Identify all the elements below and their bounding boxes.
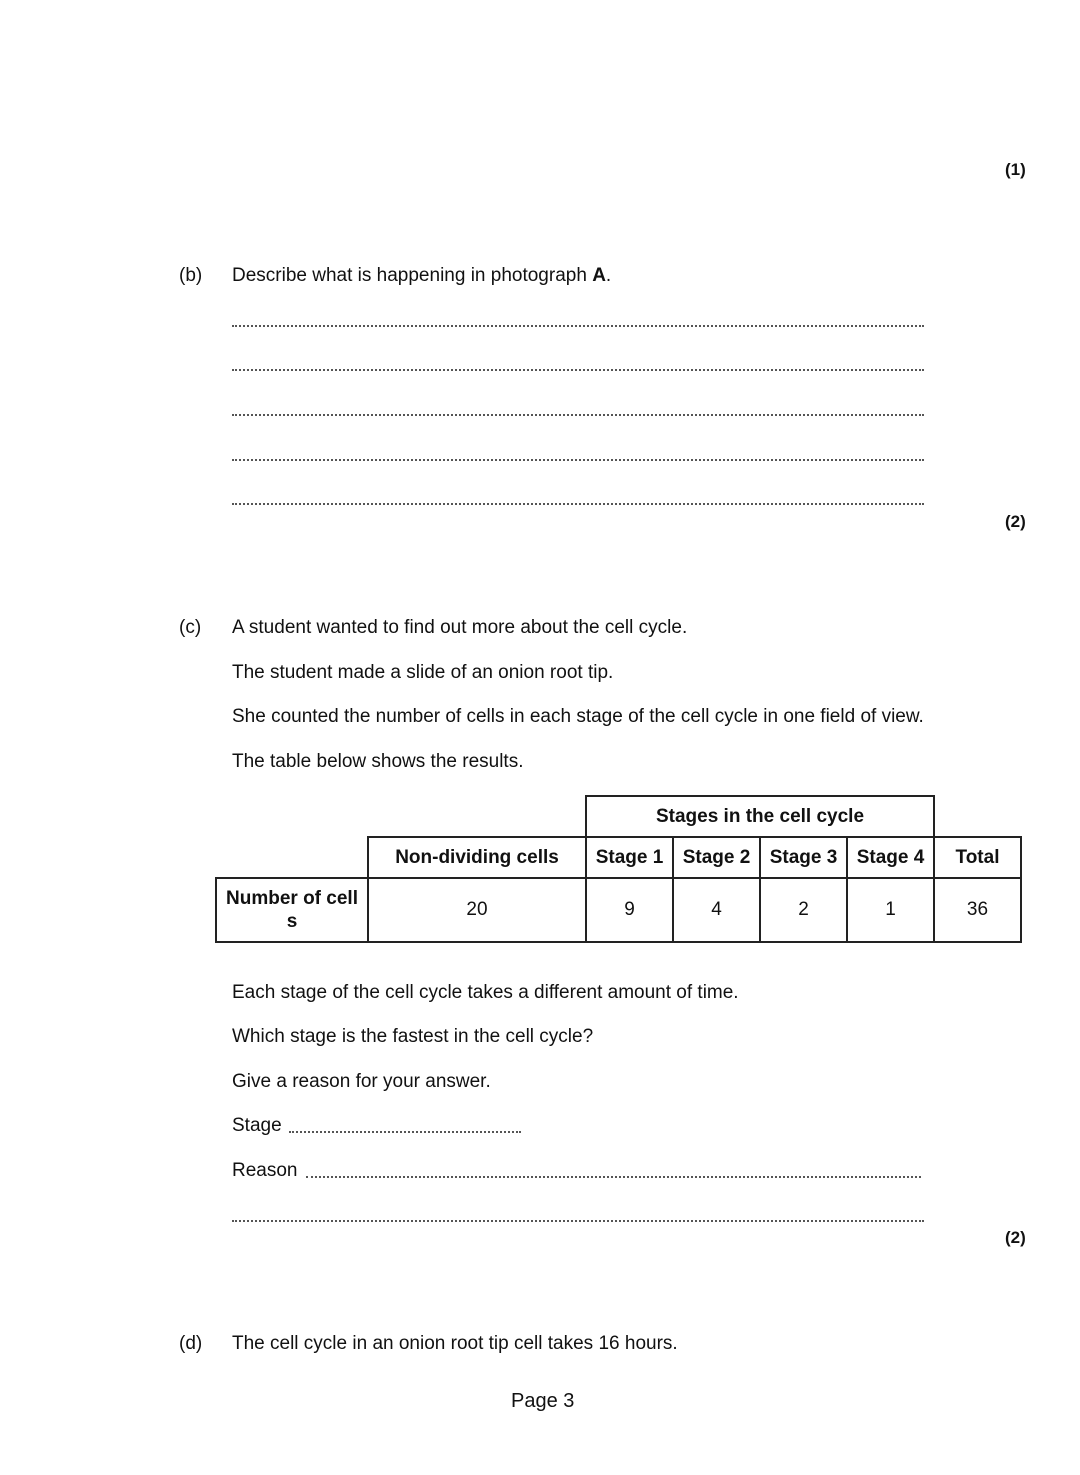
answer-line-b4[interactable] (232, 459, 924, 461)
marks-part-b: (2) (1005, 512, 1026, 531)
stage-answer-line[interactable] (289, 1131, 521, 1133)
part-b-label: (b) (179, 265, 203, 286)
answer-line-b1[interactable] (232, 325, 924, 327)
value-stage-2: 4 (673, 878, 760, 942)
header-stage-2: Stage 2 (673, 837, 760, 878)
reason-label: Reason (232, 1160, 298, 1181)
row-label-line-2: s (286, 911, 298, 932)
header-stage-1: Stage 1 (586, 837, 673, 878)
part-c-after-2: Which stage is the fastest in the cell cycle? (232, 1026, 594, 1047)
part-c-after-3: Give a reason for your answer. (232, 1071, 491, 1092)
marks-part-c: (2) (1005, 1228, 1026, 1247)
value-stage-1: 9 (586, 878, 673, 942)
part-c-line-2: The student made a slide of an onion root tip. (232, 662, 614, 683)
part-c-line-4: The table below shows the results. (232, 751, 524, 772)
page-number: Page 3 (511, 1390, 575, 1412)
value-total: 36 (934, 878, 1021, 942)
table-empty-cell (216, 837, 368, 878)
header-total: Total (934, 837, 1021, 878)
value-stage-4: 1 (847, 878, 934, 942)
value-non-dividing: 20 (368, 878, 586, 942)
part-b-question-text: Describe what is happening in photograph (232, 265, 593, 286)
answer-line-b3[interactable] (232, 414, 924, 416)
stages-group-header: Stages in the cell cycle (586, 796, 934, 837)
part-d-label: (d) (179, 1333, 203, 1354)
answer-line-b2[interactable] (232, 369, 924, 371)
photograph-letter: A (592, 265, 606, 286)
value-stage-3: 2 (760, 878, 847, 942)
marks-part-a: (1) (1005, 160, 1026, 179)
part-d-text: The cell cycle in an onion root tip cell takes 16 hours. (232, 1333, 678, 1354)
results-table (215, 795, 1022, 943)
part-c-label: (c) (179, 617, 202, 638)
table-empty-cell (216, 796, 368, 837)
part-c-line-3: She counted the number of cells in each stage of the cell cycle in one field of view. (232, 706, 924, 727)
answer-line-b5[interactable] (232, 503, 924, 505)
part-c-after-1: Each stage of the cell cycle takes a different amount of time. (232, 982, 739, 1003)
table-empty-cell (368, 796, 586, 837)
row-label-line-1: Number of cell (226, 888, 358, 909)
part-b-question-end: . (605, 265, 612, 286)
reason-answer-line-1[interactable] (306, 1176, 921, 1178)
table-empty-cell (934, 796, 1021, 837)
part-c-line-1: A student wanted to find out more about the cell cycle. (232, 617, 688, 638)
stage-label: Stage (232, 1115, 282, 1136)
reason-answer-line-2[interactable] (232, 1220, 924, 1222)
header-stage-4: Stage 4 (847, 837, 934, 878)
header-stage-3: Stage 3 (760, 837, 847, 878)
row-label-number-of-cells (216, 878, 368, 942)
part-b-question (232, 265, 611, 287)
header-non-dividing: Non-dividing cells (368, 837, 586, 878)
